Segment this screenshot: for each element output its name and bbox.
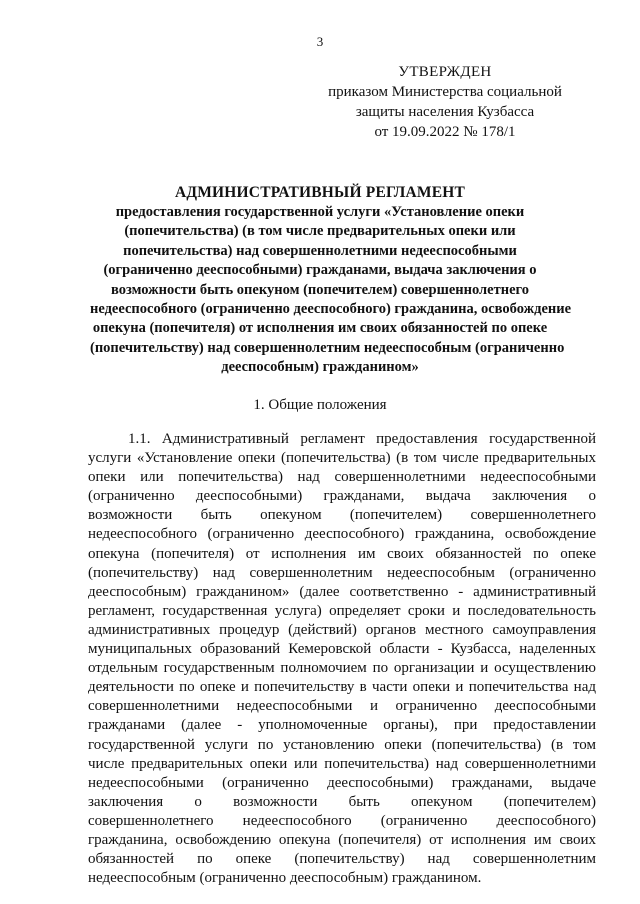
document-title: АДМИНИСТРАТИВНЫЙ РЕГЛАМЕНТ: [174, 184, 466, 201]
paragraph-line: муниципальных образований Кемеровской области - Кузбасса, наделенных: [88, 641, 596, 658]
subtitle-line: возможности быть опекуном (попечителем) совершеннолетнего: [110, 281, 529, 298]
subtitle-line: (ограниченно дееспособными) гражданами, выдача заключения о: [103, 262, 537, 279]
paragraph-line: заключения о возможности быть опекуном (попечителем): [88, 793, 596, 810]
approval-line: приказом Министерства социальной: [328, 84, 562, 100]
paragraph-line: возможности быть опекуном (попечителем) совершеннолетнего: [88, 507, 596, 524]
body-paragraph: [88, 430, 596, 888]
paragraph-line: опеки или попечительства) над совершеннолетними недееспособными: [88, 469, 596, 486]
paragraph-line: недееспособными (ограниченно дееспособными) гражданами, выдаче: [88, 774, 596, 791]
paragraph-line: дееспособным) гражданином» (далее соответственно - административный: [88, 583, 596, 600]
paragraph-line: (ограниченно дееспособными) гражданами, выдача заключения о: [88, 488, 596, 505]
subtitle-line: попечительства) над совершеннолетними недееспособными: [123, 242, 517, 259]
subtitle-line: (попечительству) над совершеннолетним недееспособным (ограниченно: [90, 339, 565, 356]
section-heading: 1. Общие положения: [253, 397, 387, 413]
paragraph-line: услуги «Установление опеки (попечительства) (в том числе предварительных: [88, 450, 596, 467]
paragraph-line: (попечительству) над совершеннолетним недееспособным (ограниченно: [88, 564, 596, 581]
paragraph-line: 1.1. Административный регламент предоставления государственной: [128, 431, 596, 447]
paragraph-line: обязанностей по опеке (попечительству) над совершеннолетним: [88, 851, 596, 868]
paragraph-line: отдельным государственным полномочием по организации и осуществлению: [88, 660, 596, 677]
subtitle-line: предоставления государственной услуги «Установление опеки: [115, 204, 525, 220]
approval-line: защиты населения Кузбасса: [355, 104, 535, 120]
paragraph-line: недееспособным (ограниченно дееспособным) гражданином.: [88, 870, 482, 887]
paragraph-line: гражданами (далее - уполномоченные органы), при предоставлении: [88, 717, 596, 734]
paragraph-line: регламент, государственная услуга) определяет сроки и последовательность: [88, 602, 596, 619]
paragraph-line: совершеннолетними недееспособными и ограниченно дееспособными: [88, 698, 596, 715]
document-subtitle: [90, 203, 572, 378]
paragraph-line: совершеннолетнего недееспособного (ограниченно дееспособного): [88, 812, 596, 829]
paragraph-line: опекуна (попечителя) от исполнения им своих обязанностей по опеке: [88, 545, 596, 562]
subtitle-line: опекуна (попечителя) от исполнения им своих обязанностей по опеке: [92, 320, 548, 337]
subtitle-line: недееспособного (ограниченно дееспособного) гражданина, освобождение: [90, 301, 572, 318]
approval-date-line: от 19.09.2022 № 178/1: [374, 124, 516, 140]
paragraph-line: государственной услуги по установлению опеки (попечительства) (в том: [88, 736, 596, 753]
subtitle-line: дееспособным) гражданином»: [221, 359, 419, 376]
approval-stamp-block: [300, 62, 590, 142]
paragraph-line: недееспособного (ограниченно дееспособного) гражданина, освобождение: [88, 526, 596, 543]
subtitle-line: (попечительства) (в том числе предварительных опеки или: [124, 223, 516, 240]
paragraph-line: деятельности по опеке и попечительству в части опеки и попечительства над: [88, 679, 596, 696]
page-number: 3: [316, 34, 324, 49]
paragraph-line: гражданина, освобождению опекуна (попечителя) от исполнения им своих: [88, 831, 596, 848]
paragraph-line: административных процедур (действий) органов местного самоуправления: [88, 621, 596, 638]
approval-title: УТВЕРЖДЕН: [398, 64, 492, 80]
paragraph-line: числе предварительных опеки или попечительства) над совершеннолетними: [88, 755, 596, 772]
